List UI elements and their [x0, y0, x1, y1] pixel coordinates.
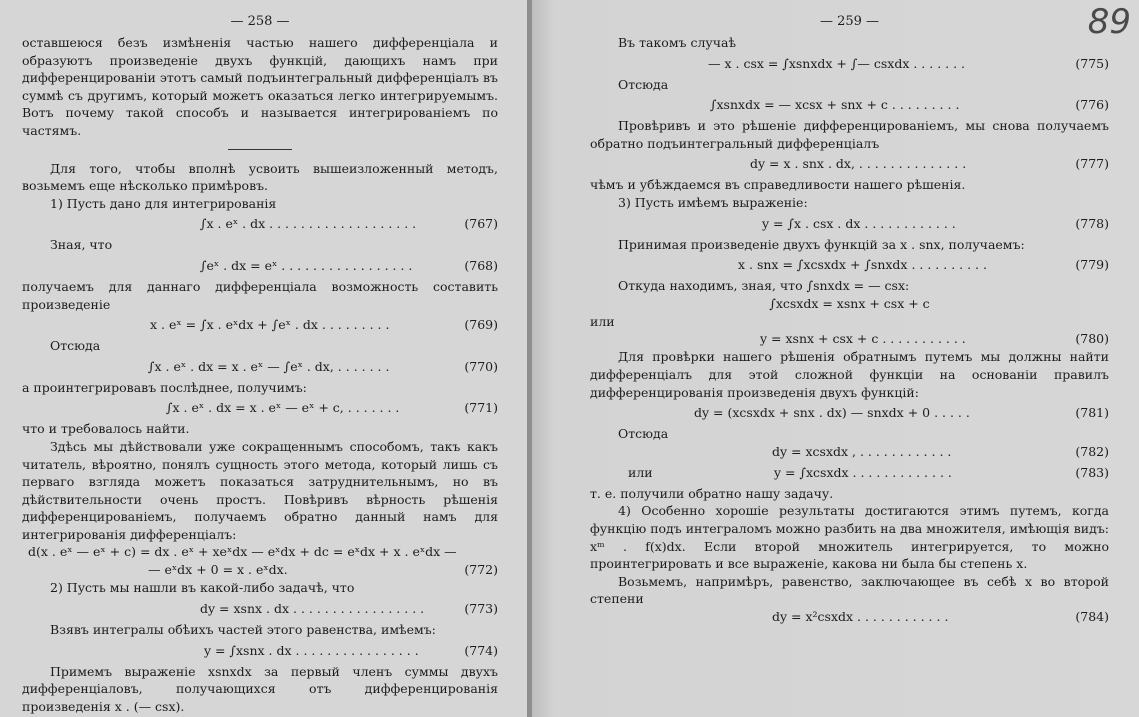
equation-781: [590, 401, 1109, 425]
equation-body: ∫eˣ . dx = eˣ . . . . . . . . . . . . . . . . .: [200, 257, 413, 273]
paragraph: 3) Пусть имѣемъ выраженіе:: [618, 194, 808, 210]
equation-773: [22, 597, 498, 621]
equation-number: (767): [464, 216, 498, 232]
equation-778: [590, 212, 1109, 236]
equation-782: [590, 443, 1109, 461]
equation-number: (776): [1075, 97, 1109, 113]
equation-779: [590, 253, 1109, 277]
paragraph: оставшеюся безъ измѣненія частью нашего дифференціала и образуютъ произведеніе двухъ функцій, дающихъ намъ при дифференцированіи этотъ самый подъинтегральный дифференціалъ въ суммѣ съ другимъ, который можетъ оказаться легко интегрируемымъ. Вотъ почему такой способъ и называется интегрированіемъ по частямъ.: [22, 35, 498, 138]
paragraph: Взявъ интегралы обѣихъ частей этого равенства, имѣемъ:: [50, 622, 436, 638]
paragraph: Зная, что: [50, 237, 113, 253]
paragraph: Для того, чтобы вполнѣ усвоить вышеизложенный методъ, возьмемъ еще нѣсколько примѣровъ.: [22, 160, 498, 194]
page-number-right: — 259 —: [819, 14, 880, 29]
equation-body: dy = (xcsxdx + snx . dx) — snxdx + 0 . . . . .: [694, 405, 970, 421]
equation-number: (778): [1075, 215, 1109, 231]
equation-line: — eˣdx + 0 = x . eˣdx.: [148, 562, 288, 578]
handwritten-margin-note: 89: [1087, 2, 1131, 42]
paragraph: 1) Пусть дано для интегрированія: [50, 195, 277, 211]
equation-line: d(x . eˣ — eˣ + c) = dx . eˣ + xeˣdx — eˣdx + dc = eˣdx + x . eˣdx —: [28, 544, 457, 560]
equation-number: (780): [1075, 331, 1109, 347]
equation-number: (775): [1075, 55, 1109, 71]
paragraph: 4) Особенно хорошіе результаты достигаются этимъ путемъ, когда функцію подъ интеграломъ можно разбить на два множителя, имѣющія видъ: xᵐ . f(x)dx. Если второй множитель интегрируется, то можно проинтегрировать и все выраженіе, какова ни была бы степень x.: [590, 503, 1109, 572]
equation-767: [22, 212, 498, 236]
equation-777: [590, 152, 1109, 176]
paragraph: Принимая произведеніе двухъ функцій за x . snx, получаемъ:: [618, 236, 1025, 252]
equation-body: — x . csx = ∫xsnxdx + ∫— csxdx . . . . . . .: [708, 55, 966, 71]
equation-783: [590, 461, 1109, 485]
equation-body: ∫xcsxdx = xsnx + csx + c: [769, 295, 930, 311]
equation-number: (773): [464, 601, 498, 617]
paragraph: т. е. получили обратно нашу задачу.: [590, 485, 834, 501]
equation-body: ∫xsnxdx = — xcsx + snx + c . . . . . . . . .: [710, 97, 960, 113]
paragraph: Откуда находимъ, зная, что ∫snxdx = — csx:: [618, 278, 910, 294]
equation-body: ∫x . eˣ . dx = x . eˣ — ∫eˣ . dx, . . . . . . .: [148, 358, 390, 374]
paragraph: получаемъ для даннаго дифференціала возможность составить произведеніе: [22, 278, 498, 312]
paragraph: Примемъ выраженіе xsnxdx за первый членъ суммы двухъ дифференціаловъ, получающихся отъ дифференцированія произведенія x . (— csx).: [22, 663, 498, 714]
equation-780: [590, 330, 1109, 348]
equation-number: (777): [1075, 156, 1109, 172]
equation-number: (772): [464, 562, 498, 578]
paragraph: Провѣривъ и это рѣшеніе дифференцированіемъ, мы снова получаемъ обратно подъинтегральный дифференціалъ: [590, 118, 1109, 151]
paragraph: Въ такомъ случаѣ: [618, 35, 737, 50]
right-page: [532, 0, 1139, 717]
equation-number: (770): [464, 358, 498, 374]
equation-779b: [590, 295, 1109, 313]
paragraph: а проинтегрировавъ послѣднее, получимъ:: [22, 379, 307, 395]
or-label: или: [628, 464, 653, 480]
paragraph: Отсюда: [50, 338, 101, 354]
equation-number: (784): [1075, 608, 1109, 624]
section-divider: [228, 149, 292, 150]
page-number-left: — 258 —: [230, 14, 290, 29]
equation-body: dy = x²csxdx . . . . . . . . . . . .: [772, 608, 949, 624]
equation-body: y = xsnx + csx + c . . . . . . . . . . .: [760, 331, 966, 347]
equation-768: [22, 254, 498, 278]
equation-number: (783): [1075, 464, 1109, 480]
equation-body: y = ∫xcsxdx . . . . . . . . . . . . .: [774, 464, 952, 480]
equation-774: [22, 639, 498, 663]
paragraph: Здѣсь мы дѣйствовали уже сокращеннымъ способомъ, такъ какъ читатель, вѣроятно, понялъ сущность этого метода, который лишь съ перваго взгляда можетъ показаться затруднительнымъ, но въ дѣйствительности очень простъ. Повѣривъ вѣрность рѣшенія дифференцированіемъ, получаемъ обратно данный намъ для интегрированія дифференціалъ:: [22, 438, 498, 542]
equation-body: y = ∫x . csx . dx . . . . . . . . . . . .: [762, 215, 956, 231]
left-page: [0, 0, 528, 717]
paragraph: 2) Пусть мы нашли въ какой-либо задачѣ, что: [50, 580, 355, 596]
paragraph: Отсюда: [618, 76, 669, 92]
equation-769: [22, 313, 498, 337]
equation-772: [22, 543, 498, 579]
equation-number: (782): [1075, 443, 1109, 459]
equation-number: (781): [1075, 405, 1109, 421]
paragraph: Для провѣрки нашего рѣшенія обратнымъ путемъ мы должны найти дифференціалъ для этой сложной функціи на основаніи правилъ дифференцированія произведенія двухъ функцій:: [590, 349, 1109, 400]
equation-number: (769): [464, 317, 498, 333]
equation-770: [22, 355, 498, 379]
equation-776: [590, 93, 1109, 117]
paragraph: Возьмемъ, напримѣръ, равенство, заключающее въ себѣ x во второй степени: [590, 573, 1109, 607]
paragraph: или: [590, 313, 615, 329]
equation-body: x . eˣ = ∫x . eˣdx + ∫eˣ . dx . . . . . . . . .: [150, 317, 390, 333]
equation-771: [22, 396, 498, 420]
equation-body: dy = xcsxdx , . . . . . . . . . . . .: [772, 443, 952, 459]
equation-body: dy = xsnx . dx . . . . . . . . . . . . . . . . .: [200, 601, 425, 617]
paragraph: что и требовалось найти.: [22, 421, 190, 437]
equation-number: (768): [464, 257, 498, 273]
equation-775: [590, 52, 1109, 76]
equation-body: ∫x . eˣ . dx = x . eˣ — eˣ + c, . . . . . . .: [166, 400, 400, 416]
paragraph: чѣмъ и убѣждаемся въ справедливости нашего рѣшенія.: [590, 177, 966, 193]
equation-number: (771): [464, 400, 498, 416]
equation-body: y = ∫xsnx . dx . . . . . . . . . . . . . . . .: [204, 642, 419, 658]
equation-body: ∫x . eˣ . dx . . . . . . . . . . . . . . . . . . .: [200, 216, 417, 232]
equation-body: x . snx = ∫xcsxdx + ∫snxdx . . . . . . . . . .: [738, 257, 987, 273]
paragraph: Отсюда: [618, 426, 669, 442]
equation-number: (779): [1075, 257, 1109, 273]
equation-784: [590, 608, 1109, 626]
equation-body: dy = x . snx . dx, . . . . . . . . . . . . . .: [750, 156, 967, 172]
equation-number: (774): [464, 642, 498, 658]
